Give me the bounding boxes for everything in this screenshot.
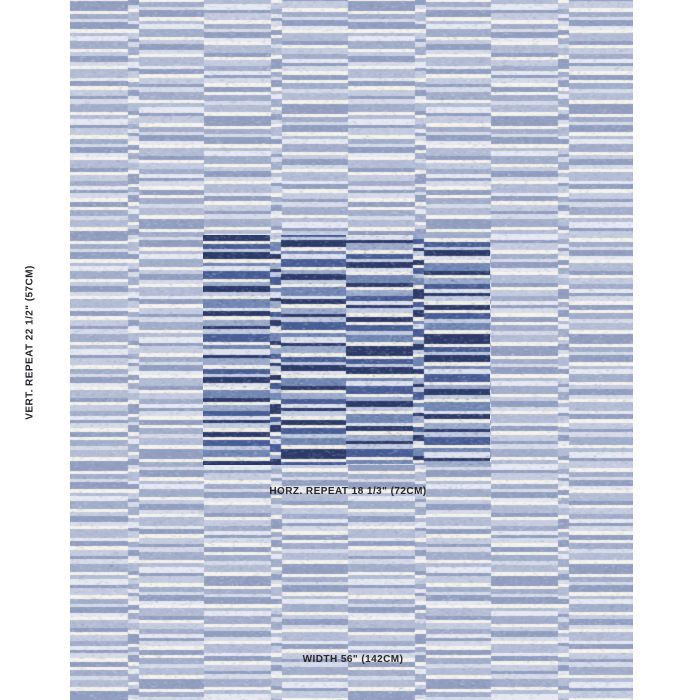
horizontal-repeat-label: HORZ. REPEAT 18 1/3" (72CM) [269, 486, 427, 497]
repeat-swatch-overlay [203, 235, 490, 465]
vertical-repeat-label: VERT. REPEAT 22 1/2" (57CM) [24, 265, 36, 420]
width-label: WIDTH 56" (142CM) [302, 654, 404, 665]
